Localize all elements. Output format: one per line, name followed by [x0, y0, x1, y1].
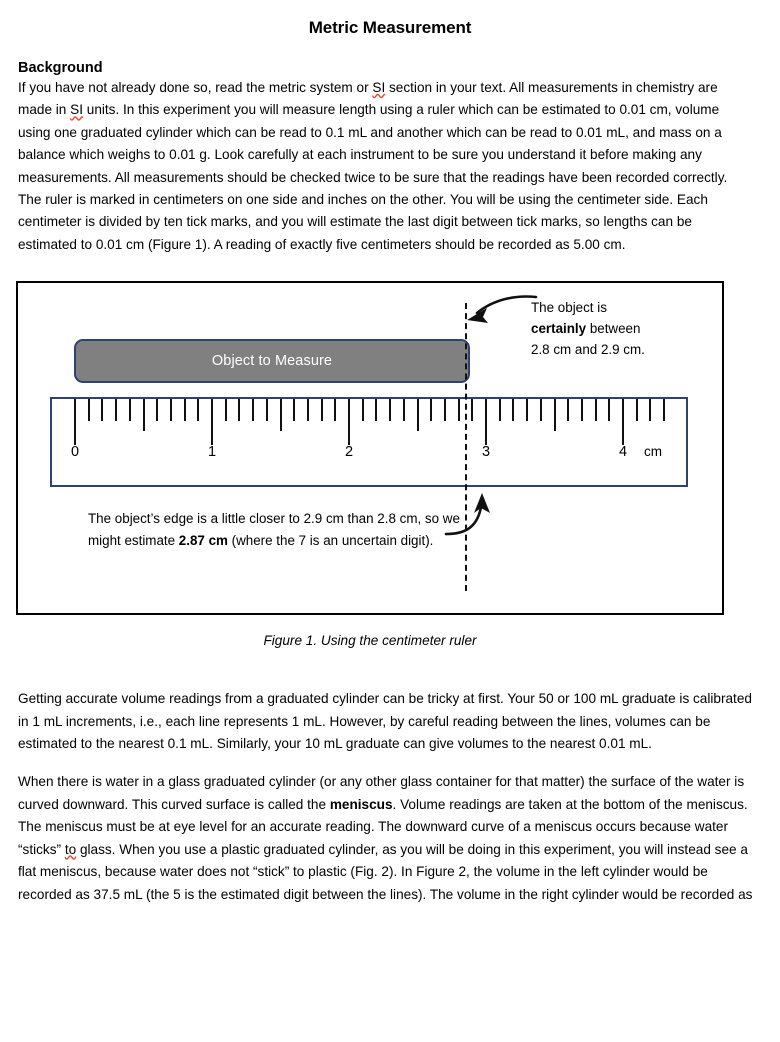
ruler-tick-4.1 [636, 399, 638, 421]
ruler-tick-1.8 [321, 399, 323, 421]
ruler-tick-2.5 [417, 399, 419, 431]
callout-bottom-text-2: (where the 7 is an uncertain digit). [227, 532, 434, 548]
callout-top-line3: 2.8 cm and 2.9 cm. [531, 342, 645, 358]
ruler-tick-0.0 [74, 399, 76, 445]
centimeter-ruler [50, 397, 688, 487]
ruler-tick-3.7 [581, 399, 583, 421]
callout-bottom-value: 2.87 cm [178, 532, 228, 548]
spellcheck-si-1: SI [372, 80, 386, 95]
ruler-tick-2.4 [403, 399, 405, 421]
ruler-tick-0.6 [156, 399, 158, 421]
ruler-tick-0.4 [129, 399, 131, 421]
ruler-tick-1.3 [252, 399, 254, 421]
callout-top-text [531, 297, 709, 360]
ruler-tick-0.5 [143, 399, 145, 431]
ruler-tick-1.2 [238, 399, 240, 421]
ruler-tick-1.1 [225, 399, 227, 421]
callout-top-bold: certainly [531, 321, 587, 337]
ruler-tick-1.6 [293, 399, 295, 421]
figure-1-box [16, 281, 724, 615]
background-paragraph [18, 77, 754, 256]
document-page [0, 18, 780, 1042]
object-to-measure-bar [74, 339, 470, 383]
spellcheck-to: to [64, 841, 77, 857]
meniscus-paragraph [18, 771, 754, 905]
ruler-tick-1.0 [211, 399, 213, 445]
ruler-tick-3.1 [499, 399, 501, 421]
measurement-dashed-line [465, 303, 467, 591]
callout-top-line1: The object is [531, 300, 607, 316]
ruler-tick-3.4 [540, 399, 542, 421]
ruler-tick-0.8 [184, 399, 186, 421]
ruler-tick-1.4 [266, 399, 268, 421]
ruler-tick-2.0 [348, 399, 350, 445]
ruler-tick-0.1 [88, 399, 90, 421]
figure-1 [16, 281, 764, 648]
figure-1-caption: Figure 1. Using the centimeter ruler [263, 633, 477, 649]
ruler-tick-2.6 [430, 399, 432, 421]
ruler-tick-3.0 [485, 399, 487, 445]
meniscus-text-3: glass. When you use a plastic graduated cylinder, as you will be doing in this experiment, you will instead see a flat meniscus, because water does not “stick” to plastic (Fig. 2). In Figure 2, the volume in the left cylinder would be recorded as 37.5 mL (the 5 is the estimated digit between the lines). The volume in the right cylinder would be recorded as [18, 841, 753, 902]
ruler-tick-0.9 [197, 399, 199, 421]
meniscus-text-2: . Volume readings are taken at the bottom of the meniscus. The meniscus must be at eye level for an accurate reading. The downward curve of a meniscus occurs because water “sticks” [18, 796, 748, 857]
ruler-tick-2.1 [362, 399, 364, 421]
ruler-tick-2.3 [389, 399, 391, 421]
section-heading-background: Background [18, 60, 103, 76]
background-text-1: If you have not already done so, read the metric system or [18, 80, 373, 95]
ruler-tick-1.5 [280, 399, 282, 431]
callout-top-line2-rest: between [586, 321, 641, 337]
meniscus-bold-term: meniscus [329, 796, 393, 812]
meniscus-text-1: When there is water in a glass graduated cylinder (or any other glass container for that matter) the surface of the water is curved downward. This curved surface is called the [18, 774, 745, 812]
background-text-3: units. In this experiment you will measure length using a ruler which can be estimated to 0.01 cm, volume using one graduated cylinder which can be read to 0.1 mL and another which can be read to 0.01 mL, and mass on a balance which weighs to 0.01 g. Look carefully at each instrument to be sure you understand it before making any measurements. All measurements should be checked twice to be sure that the readings have been recorded correctly. The ruler is marked in centimeters on one side and inches on the other. You will be using the centimeter side. Each centimeter is divided by ten tick marks, and you will estimate the last digit between tick marks, so lengths can be estimated to 0.01 cm (Figure 1). A reading of exactly five centimeters should be recorded as 5.00 cm. [18, 102, 728, 252]
spellcheck-si-2: SI [70, 102, 83, 118]
ruler-label-4: 4 [618, 444, 628, 461]
ruler-label-0: 0 [70, 444, 80, 461]
ruler-tick-2.2 [375, 399, 377, 421]
ruler-tick-3.8 [595, 399, 597, 421]
ruler-tick-0.2 [101, 399, 103, 421]
ruler-label-3: 3 [481, 444, 491, 461]
ruler-tick-4.3 [663, 399, 665, 421]
graduate-paragraph: Getting accurate volume readings from a graduated cylinder can be tricky at first. Your 50 or 100 mL graduate is calibrated in 1 mL increments, i.e., each line represents 1 mL. However, by careful reading between the lines, volumes can be estimated to the nearest 0.1 mL. Similarly, your 10 mL graduate can give volumes to the nearest 0.01 mL. [18, 691, 752, 752]
page-title: Metric Measurement [308, 18, 472, 37]
ruler-label-2: 2 [344, 444, 354, 461]
ruler-tick-2.7 [444, 399, 446, 421]
callout-bottom-text-1: The object’s edge is a little closer to 2.9 cm than 2.8 cm, so we might estimate [88, 511, 460, 548]
ruler-tick-3.6 [567, 399, 569, 421]
ruler-tick-0.3 [115, 399, 117, 421]
ruler-tick-2.8 [458, 399, 460, 421]
ruler-tick-1.9 [334, 399, 336, 421]
ruler-tick-3.2 [512, 399, 514, 421]
background-text-2: section in your text. All measurements in chemistry are made in [18, 80, 718, 118]
ruler-tick-3.5 [554, 399, 556, 431]
ruler-unit-label: cm [644, 444, 662, 460]
ruler-tick-3.9 [608, 399, 610, 421]
ruler-tick-3.3 [526, 399, 528, 421]
callout-bottom-text [88, 508, 460, 551]
ruler-tick-0.7 [170, 399, 172, 421]
ruler-label-1: 1 [207, 444, 217, 461]
object-to-measure-label: Object to Measure [211, 353, 333, 370]
ruler-tick-2.9 [471, 399, 473, 421]
callout-arrow-top-icon [458, 291, 538, 327]
ruler-tick-4.2 [649, 399, 651, 421]
ruler-tick-1.7 [307, 399, 309, 421]
ruler-tick-4.0 [622, 399, 624, 445]
